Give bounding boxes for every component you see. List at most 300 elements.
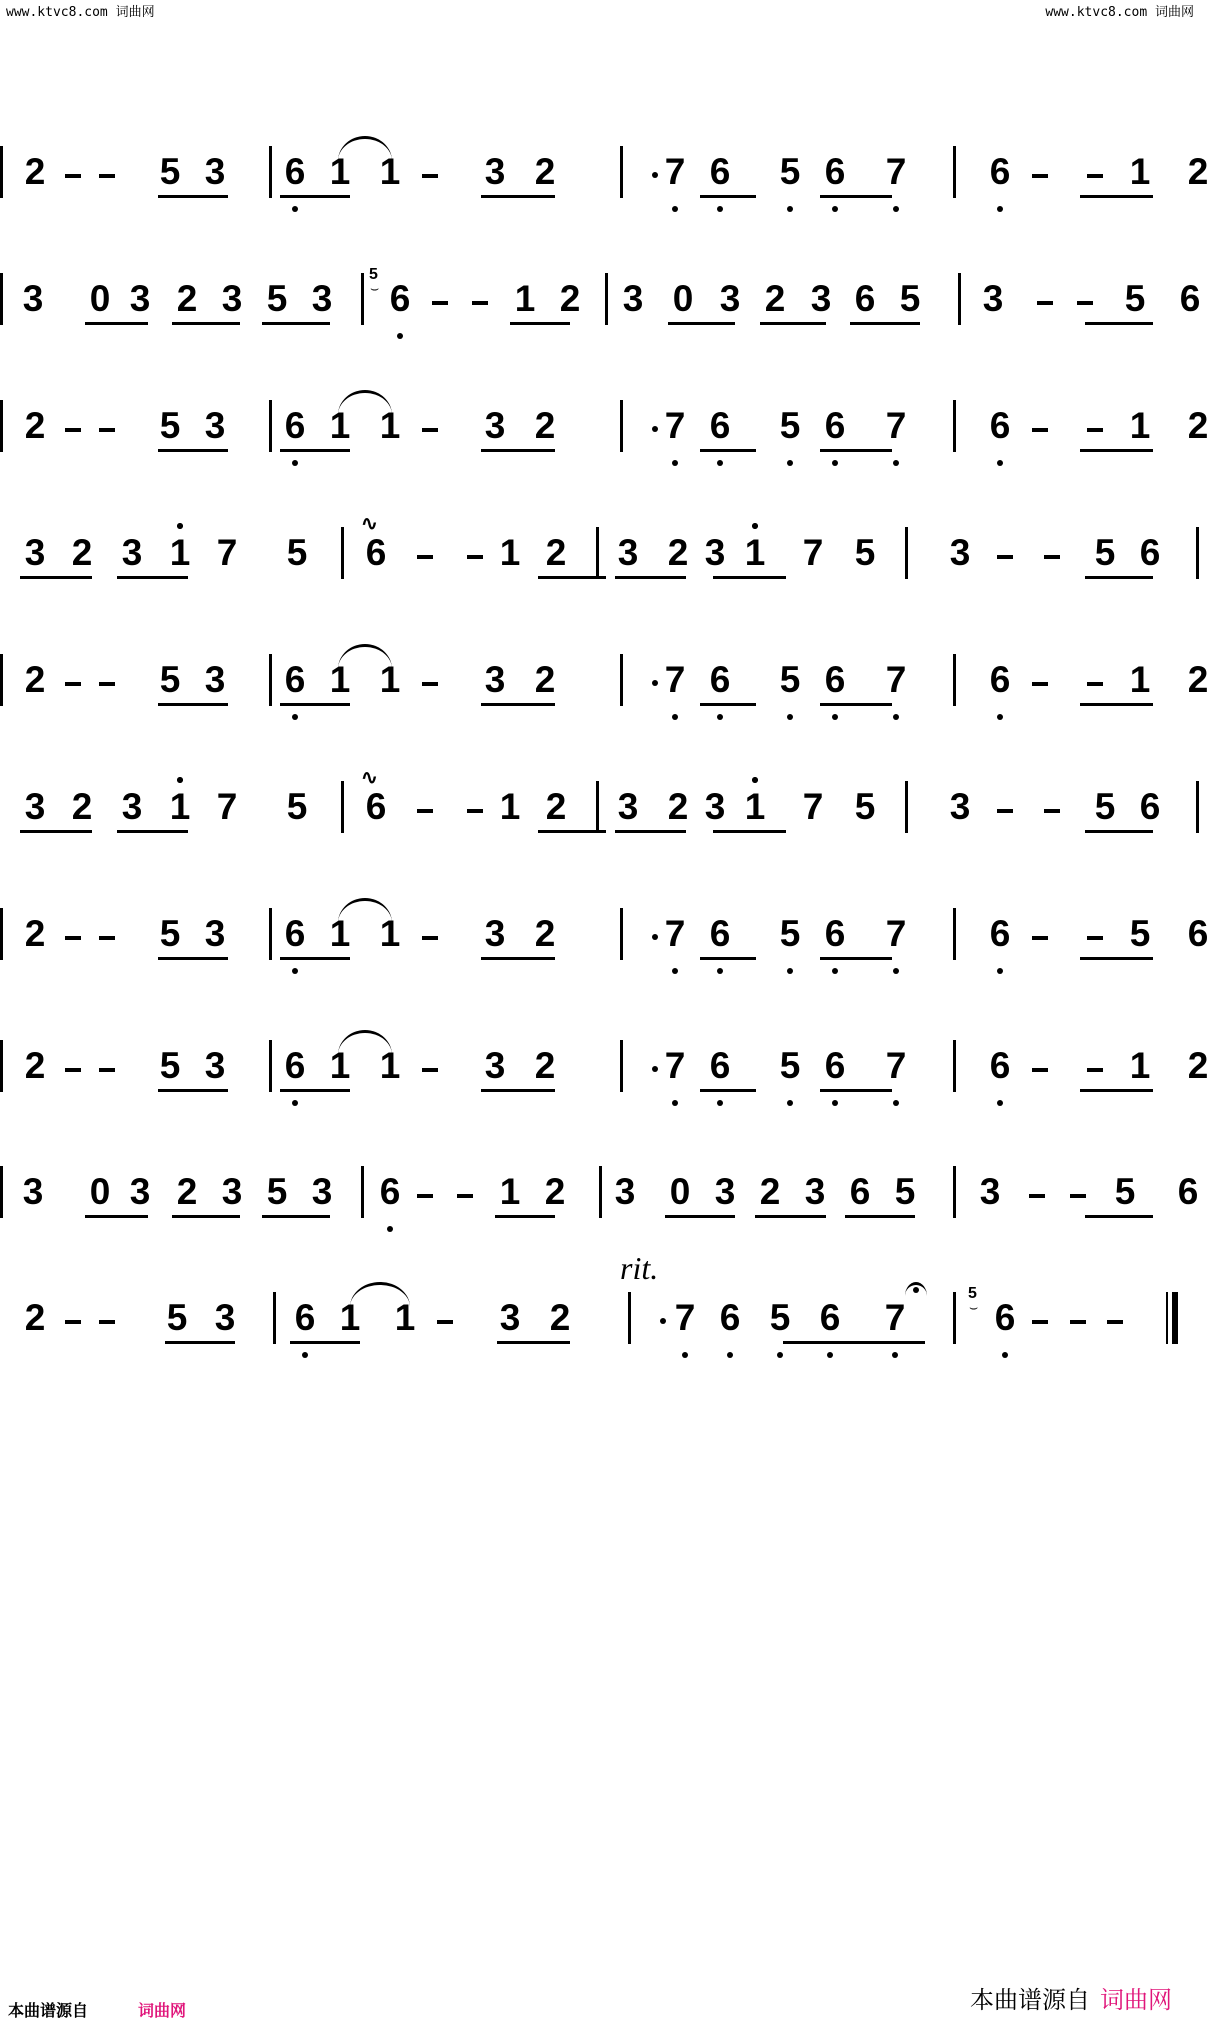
note: 6 xyxy=(989,1045,1011,1086)
note: 7 xyxy=(216,532,238,573)
note: 7 xyxy=(885,913,907,954)
score-row xyxy=(0,1172,1200,1232)
note: 3 xyxy=(704,532,726,573)
octave-dot-below xyxy=(717,1100,723,1106)
note: 1 xyxy=(329,913,351,954)
beam-underline xyxy=(1080,703,1153,706)
dash-extension xyxy=(1032,428,1048,432)
note: 2 xyxy=(24,913,46,954)
beam-underline xyxy=(280,1089,350,1092)
octave-dot-below xyxy=(787,968,793,974)
octave-dot-below xyxy=(717,714,723,720)
octave-dot-below xyxy=(292,968,298,974)
octave-dot-below xyxy=(292,460,298,466)
dash-extension xyxy=(1037,301,1053,305)
note: 5 xyxy=(899,278,921,319)
dash-extension xyxy=(997,809,1013,813)
score-row xyxy=(0,1250,1200,1358)
note: 7 xyxy=(664,659,686,700)
barline xyxy=(620,400,623,452)
note: 1 xyxy=(379,659,401,700)
note: 2 xyxy=(764,278,786,319)
beam-underline xyxy=(820,195,892,198)
grace-note: 5 xyxy=(369,266,378,283)
beam-underline xyxy=(85,1215,148,1218)
octave-dot-below xyxy=(893,206,899,212)
dash-extension xyxy=(65,428,81,432)
octave-dot-below xyxy=(893,714,899,720)
note: 6 xyxy=(824,913,846,954)
footer-left xyxy=(8,1998,186,2021)
dash-extension xyxy=(422,174,438,178)
beam-underline xyxy=(481,957,555,960)
note: 2 xyxy=(176,1171,198,1212)
octave-dot-below xyxy=(787,1100,793,1106)
dash-extension xyxy=(99,428,115,432)
dash-extension xyxy=(65,1068,81,1072)
barline xyxy=(0,908,3,960)
note: 5 xyxy=(159,659,181,700)
octave-dot-below xyxy=(832,1100,838,1106)
octave-dot-below xyxy=(292,206,298,212)
beam-underline xyxy=(20,830,92,833)
octave-dot-below xyxy=(672,460,678,466)
dash-extension xyxy=(1070,1320,1086,1324)
note: 5 xyxy=(854,786,876,827)
final-barline xyxy=(1166,1292,1178,1344)
note: 7 xyxy=(664,151,686,192)
note: 6 xyxy=(365,786,387,827)
note: 6 xyxy=(989,659,1011,700)
note: 6 xyxy=(709,1045,731,1086)
note: 2 xyxy=(1187,659,1209,700)
barline xyxy=(953,1292,956,1344)
note: 3 xyxy=(22,278,44,319)
beam-underline xyxy=(117,576,188,579)
dash-extension xyxy=(99,1320,115,1324)
note: 5 xyxy=(779,151,801,192)
grace-note: 5 xyxy=(968,1285,977,1302)
note: 2 xyxy=(534,1045,556,1086)
beam-underline xyxy=(481,449,555,452)
dash-extension xyxy=(417,555,433,559)
beam-underline xyxy=(172,322,240,325)
barline xyxy=(953,1040,956,1092)
note: 5 xyxy=(1094,532,1116,573)
note: 2 xyxy=(549,1297,571,1338)
note: 3 xyxy=(204,659,226,700)
header-left-url: www.ktvc8.com xyxy=(6,5,108,20)
barline xyxy=(605,273,608,325)
note: 3 xyxy=(810,278,832,319)
beam-underline xyxy=(497,1341,570,1344)
octave-dot-below xyxy=(997,714,1003,720)
barline xyxy=(269,400,272,452)
note: 2 xyxy=(759,1171,781,1212)
beam-underline xyxy=(700,195,756,198)
beam-underline xyxy=(1085,830,1153,833)
beam-underline xyxy=(172,1215,240,1218)
note: 6 xyxy=(989,913,1011,954)
beam-underline xyxy=(700,1089,756,1092)
footer-right-brand: 词曲网 xyxy=(1100,1986,1172,2014)
note: 6 xyxy=(294,1297,316,1338)
octave-dot-below xyxy=(997,460,1003,466)
note: 3 xyxy=(484,1045,506,1086)
beam-underline xyxy=(615,576,686,579)
note: 6 xyxy=(824,405,846,446)
dash-extension xyxy=(1044,555,1060,559)
note: 5 xyxy=(854,532,876,573)
barline xyxy=(620,146,623,198)
note: 2 xyxy=(1187,405,1209,446)
note: 1 xyxy=(1129,405,1151,446)
note: 0 xyxy=(669,1171,691,1212)
note: 2 xyxy=(24,1045,46,1086)
grace-hook-icon: ⌣ xyxy=(969,1299,979,1315)
barline xyxy=(0,273,3,325)
octave-dot-below xyxy=(1002,1352,1008,1358)
barline xyxy=(905,527,908,579)
octave-dot-below xyxy=(787,206,793,212)
note: 3 xyxy=(949,532,971,573)
barline xyxy=(905,781,908,833)
tempo-marking: rit. xyxy=(620,1250,659,1286)
tie-arc xyxy=(338,898,392,923)
note: 5 xyxy=(779,405,801,446)
octave-dot-below xyxy=(832,460,838,466)
note: 6 xyxy=(389,278,411,319)
note: 2 xyxy=(176,278,198,319)
dash-extension xyxy=(1107,1320,1123,1324)
tie-arc xyxy=(338,1030,392,1055)
beam-underline xyxy=(495,1215,555,1218)
barline xyxy=(953,146,956,198)
note: 3 xyxy=(24,786,46,827)
note: 6 xyxy=(1177,1171,1199,1212)
beam-underline xyxy=(700,449,756,452)
note: 1 xyxy=(499,786,521,827)
note: 3 xyxy=(982,278,1004,319)
note: 3 xyxy=(204,405,226,446)
beam-underline xyxy=(85,322,148,325)
beam-underline xyxy=(668,322,735,325)
beam-underline xyxy=(615,830,686,833)
note: 2 xyxy=(667,532,689,573)
dash-extension xyxy=(65,936,81,940)
beam-underline xyxy=(158,957,228,960)
octave-dot-below xyxy=(672,1100,678,1106)
note: 7 xyxy=(885,151,907,192)
note: 6 xyxy=(284,405,306,446)
dash-extension xyxy=(99,1068,115,1072)
beam-underline xyxy=(820,449,892,452)
octave-dot-below xyxy=(672,968,678,974)
octave-dot-below xyxy=(997,968,1003,974)
dash-extension xyxy=(422,682,438,686)
augmentation-dot xyxy=(652,934,658,940)
octave-dot-below xyxy=(292,714,298,720)
dash-extension xyxy=(417,809,433,813)
note: 3 xyxy=(22,1171,44,1212)
beam-underline xyxy=(117,830,188,833)
note: 3 xyxy=(622,278,644,319)
dash-extension xyxy=(417,1194,433,1198)
note: 1 xyxy=(379,151,401,192)
beam-underline xyxy=(858,1341,925,1344)
note: 1 xyxy=(1129,1045,1151,1086)
barline xyxy=(953,1166,956,1218)
note: 3 xyxy=(484,659,506,700)
dash-extension xyxy=(1087,428,1103,432)
dash-extension xyxy=(99,936,115,940)
note: 3 xyxy=(214,1297,236,1338)
beam-underline xyxy=(845,1215,915,1218)
score-row xyxy=(0,405,1209,466)
note: 3 xyxy=(24,532,46,573)
octave-dot-below xyxy=(302,1352,308,1358)
octave-dot-below xyxy=(727,1352,733,1358)
note: 5 xyxy=(159,913,181,954)
dash-extension xyxy=(997,555,1013,559)
barline xyxy=(958,273,961,325)
note: 2 xyxy=(534,659,556,700)
note: 7 xyxy=(802,786,824,827)
note: 5 xyxy=(286,532,308,573)
beam-underline xyxy=(262,1215,330,1218)
note: 5 xyxy=(159,151,181,192)
beam-underline xyxy=(783,1341,860,1344)
note: 5 xyxy=(1124,278,1146,319)
barline xyxy=(620,1040,623,1092)
barline xyxy=(1196,781,1199,833)
octave-dot-below xyxy=(893,1100,899,1106)
dash-extension xyxy=(1032,1320,1048,1324)
beam-underline xyxy=(1085,322,1153,325)
note: 6 xyxy=(1139,532,1161,573)
note: 5 xyxy=(1129,913,1151,954)
beam-underline xyxy=(20,576,92,579)
note: 7 xyxy=(664,405,686,446)
octave-dot-below xyxy=(832,206,838,212)
beam-underline xyxy=(158,1089,228,1092)
dash-extension xyxy=(99,174,115,178)
dash-extension xyxy=(422,1068,438,1072)
note: 3 xyxy=(949,786,971,827)
dash-extension xyxy=(1087,1068,1103,1072)
dash-extension xyxy=(99,682,115,686)
beam-underline xyxy=(280,957,350,960)
barline xyxy=(0,654,3,706)
barline xyxy=(341,781,344,833)
octave-dot-below xyxy=(717,968,723,974)
beam-underline xyxy=(713,576,786,579)
beam-underline xyxy=(481,703,555,706)
note: 2 xyxy=(545,786,567,827)
note: 1 xyxy=(379,1045,401,1086)
note: 5 xyxy=(286,786,308,827)
note: 3 xyxy=(221,1171,243,1212)
dash-extension xyxy=(1032,936,1048,940)
dash-extension xyxy=(65,682,81,686)
note: 5 xyxy=(779,659,801,700)
octave-dot-above xyxy=(177,777,183,783)
note: 7 xyxy=(885,405,907,446)
octave-dot-below xyxy=(832,968,838,974)
note: 6 xyxy=(284,151,306,192)
augmentation-dot xyxy=(660,1318,666,1324)
octave-dot-below xyxy=(387,1226,393,1232)
header-right-site: 词曲网 xyxy=(1154,5,1194,20)
beam-underline xyxy=(165,1341,235,1344)
barline xyxy=(361,273,364,325)
note: 6 xyxy=(709,659,731,700)
barline xyxy=(953,654,956,706)
octave-dot-above xyxy=(752,777,758,783)
note: 6 xyxy=(819,1297,841,1338)
beam-underline xyxy=(280,449,350,452)
barline xyxy=(361,1166,364,1218)
note: 3 xyxy=(484,913,506,954)
dash-extension xyxy=(1032,174,1048,178)
octave-dot-below xyxy=(892,1352,898,1358)
dash-extension xyxy=(1070,1194,1086,1198)
beam-underline xyxy=(1080,195,1153,198)
note: 1 xyxy=(329,659,351,700)
augmentation-dot xyxy=(652,426,658,432)
dash-extension xyxy=(65,174,81,178)
beam-underline xyxy=(1080,449,1153,452)
note: 7 xyxy=(664,913,686,954)
score-row xyxy=(0,266,1201,339)
note: 2 xyxy=(534,913,556,954)
dash-extension xyxy=(65,1320,81,1324)
grace-hook-icon: ⌣ xyxy=(370,280,380,296)
beam-underline xyxy=(262,322,330,325)
note: 0 xyxy=(672,278,694,319)
barline xyxy=(269,146,272,198)
note: 6 xyxy=(994,1297,1016,1338)
octave-dot-below xyxy=(832,714,838,720)
tie-arc xyxy=(338,136,392,161)
beam-underline xyxy=(481,195,555,198)
dash-extension xyxy=(1087,936,1103,940)
barline xyxy=(273,1292,276,1344)
note: 1 xyxy=(499,532,521,573)
beam-underline xyxy=(290,1341,360,1344)
octave-dot-below xyxy=(682,1352,688,1358)
beam-underline xyxy=(1085,1215,1153,1218)
note: 5 xyxy=(894,1171,916,1212)
barline xyxy=(269,908,272,960)
beam-underline xyxy=(760,322,826,325)
note: 2 xyxy=(544,1171,566,1212)
note: 3 xyxy=(204,913,226,954)
note: 5 xyxy=(1114,1171,1136,1212)
dash-extension xyxy=(1087,682,1103,686)
note: 3 xyxy=(204,1045,226,1086)
note: 3 xyxy=(311,278,333,319)
dash-extension xyxy=(1032,682,1048,686)
note: 6 xyxy=(284,1045,306,1086)
note: 7 xyxy=(216,786,238,827)
dash-extension xyxy=(1044,809,1060,813)
footer-right-text: 本曲谱源自 xyxy=(970,1986,1090,2014)
mordent-icon: ∿ xyxy=(361,767,374,789)
dash-extension xyxy=(1032,1068,1048,1072)
score-row xyxy=(0,913,1209,974)
note: 2 xyxy=(1187,151,1209,192)
barline xyxy=(628,1292,631,1344)
note: 2 xyxy=(559,278,581,319)
header-right-url: www.ktvc8.com xyxy=(1045,5,1148,20)
octave-dot-below xyxy=(397,333,403,339)
footer-right xyxy=(970,1980,1172,2015)
dash-extension xyxy=(457,1194,473,1198)
note: 3 xyxy=(979,1171,1001,1212)
note: 2 xyxy=(71,786,93,827)
score-row xyxy=(0,767,1200,847)
score-row xyxy=(0,1045,1209,1106)
note: 3 xyxy=(121,532,143,573)
note: 5 xyxy=(266,278,288,319)
barline xyxy=(596,781,599,833)
note: 1 xyxy=(514,278,536,319)
note: 1 xyxy=(329,1045,351,1086)
octave-dot-above xyxy=(752,523,758,529)
beam-underline xyxy=(665,1215,735,1218)
beam-underline xyxy=(158,195,228,198)
note: 3 xyxy=(484,405,506,446)
note: 6 xyxy=(1139,786,1161,827)
dash-extension xyxy=(1077,301,1093,305)
mordent-icon: ∿ xyxy=(361,513,374,535)
note: 1 xyxy=(169,532,191,573)
note: 2 xyxy=(71,532,93,573)
fermata-icon xyxy=(905,1282,927,1296)
note: 3 xyxy=(221,278,243,319)
note: 2 xyxy=(24,659,46,700)
note: 6 xyxy=(284,659,306,700)
note: 5 xyxy=(159,405,181,446)
dash-extension xyxy=(1029,1194,1045,1198)
beam-underline xyxy=(158,449,228,452)
octave-dot-below xyxy=(787,460,793,466)
note: 3 xyxy=(719,278,741,319)
octave-dot-below xyxy=(292,1100,298,1106)
barline xyxy=(953,400,956,452)
note: 1 xyxy=(744,532,766,573)
score-row xyxy=(0,151,1209,212)
note: 5 xyxy=(159,1045,181,1086)
barline xyxy=(596,527,599,579)
beam-underline xyxy=(700,957,756,960)
dash-extension xyxy=(1087,174,1103,178)
note: 6 xyxy=(709,151,731,192)
beam-underline xyxy=(280,195,350,198)
barline xyxy=(620,908,623,960)
augmentation-dot xyxy=(652,172,658,178)
note: 2 xyxy=(545,532,567,573)
beam-underline xyxy=(1080,957,1153,960)
note: 1 xyxy=(379,913,401,954)
note: 5 xyxy=(266,1171,288,1212)
note: 1 xyxy=(1129,659,1151,700)
barline xyxy=(1196,527,1199,579)
barline xyxy=(269,654,272,706)
note: 3 xyxy=(129,1171,151,1212)
barline xyxy=(0,146,3,198)
